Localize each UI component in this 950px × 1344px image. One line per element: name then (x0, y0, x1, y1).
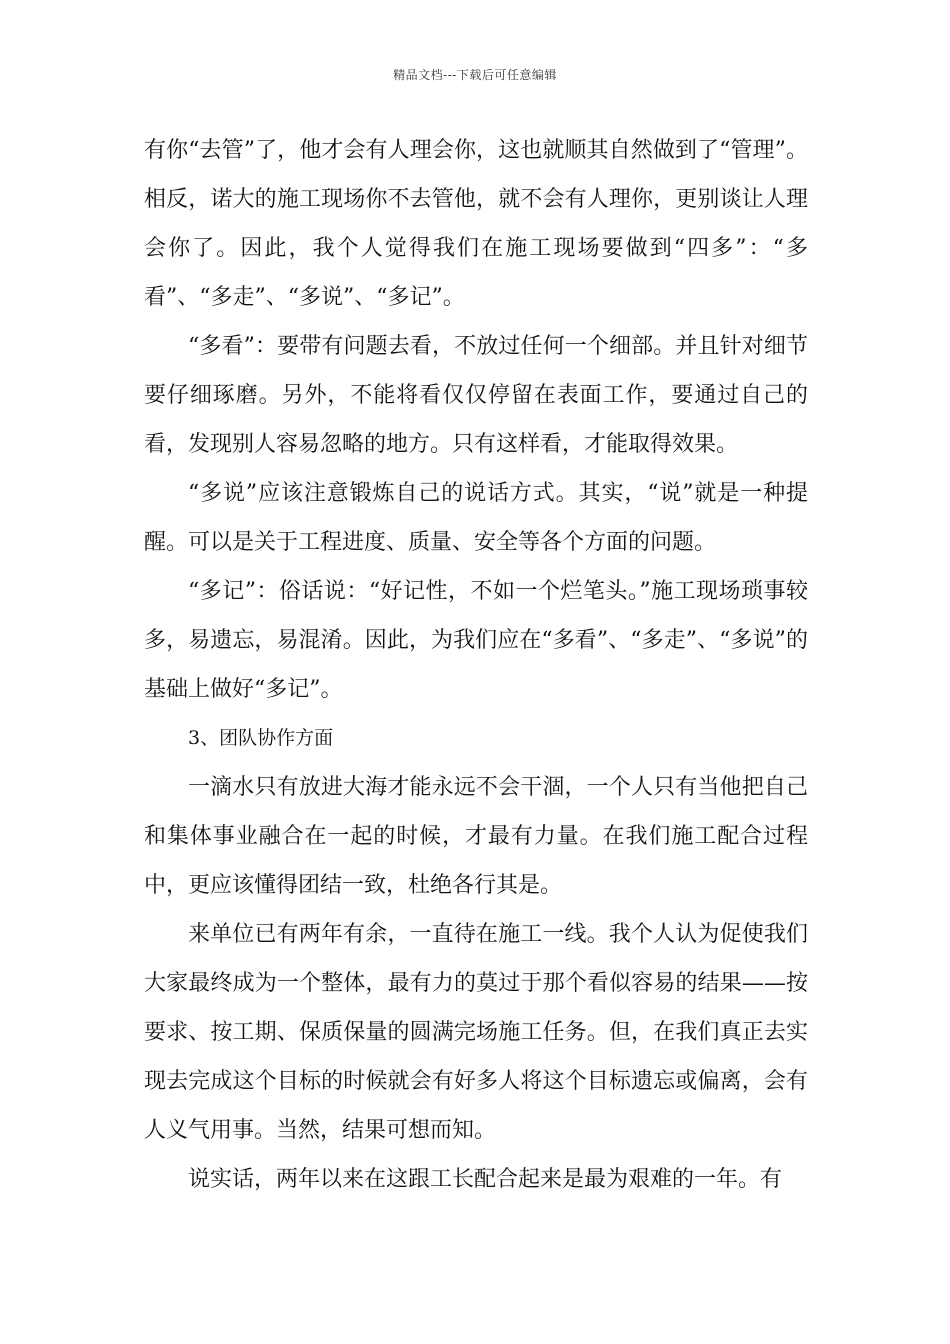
paragraph-continued: 有你“去管”了，他才会有人理会你，这也就顺其自然做到了“管理”。相反，诺大的施工现场你不去管他，就不会有人理你，更别谈让人理会你了。因此，我个人觉得我们在施工现场要做到“四多”：“多看”、“多走”、“多说”、“多记”。 (144, 138, 808, 310)
paragraph-experience: 来单位已有两年有余，一直待在施工一线。我个人认为促使我们大家最终成为一个整体，最有力的莫过于那个看似容易的结果——按要求、按工期、保质保量的圆满完场施工任务。但，在我们真正去实现去完成这个目标的时候就会有好多人将这个目标遗忘或偏离，会有人义气用事。当然，结果可想而知。 (144, 922, 808, 1143)
paragraph-duoshuo: “多说”应该注意锻炼自己的说话方式。其实，“说”就是一种提醒。可以是关于工程进度、质量、安全等各个方面的问题。 (144, 481, 808, 555)
document-body (144, 126, 808, 1204)
section-heading-teamwork: 3、团队协作方面 (188, 727, 334, 749)
paragraph-teamwork-intro: 一滴水只有放进大海才能永远不会干涸，一个人只有当他把自己和集体事业融合在一起的时候，才最有力量。在我们施工配合过程中，更应该懂得团结一致，杜绝各行其是。 (144, 775, 808, 898)
paragraph-duoji: “多记”：俗话说：“好记性，不如一个烂笔头。”施工现场琐事较多，易遗忘，易混淆。因此，为我们应在“多看”、“多走”、“多说”的基础上做好“多记”。 (144, 579, 808, 702)
paragraph-honestly: 说实话，两年以来在这跟工长配合起来是最为艰难的一年。有 (188, 1167, 783, 1192)
paragraph-duokan: “多看”：要带有问题去看，不放过任何一个细部。并且针对细节要仔细琢磨。另外，不能将看仅仅停留在表面工作，要通过自己的看，发现别人容易忽略的地方。只有这样看，才能取得效果。 (144, 334, 808, 457)
page-header: 精品文档---下载后可任意编辑 (393, 68, 557, 82)
